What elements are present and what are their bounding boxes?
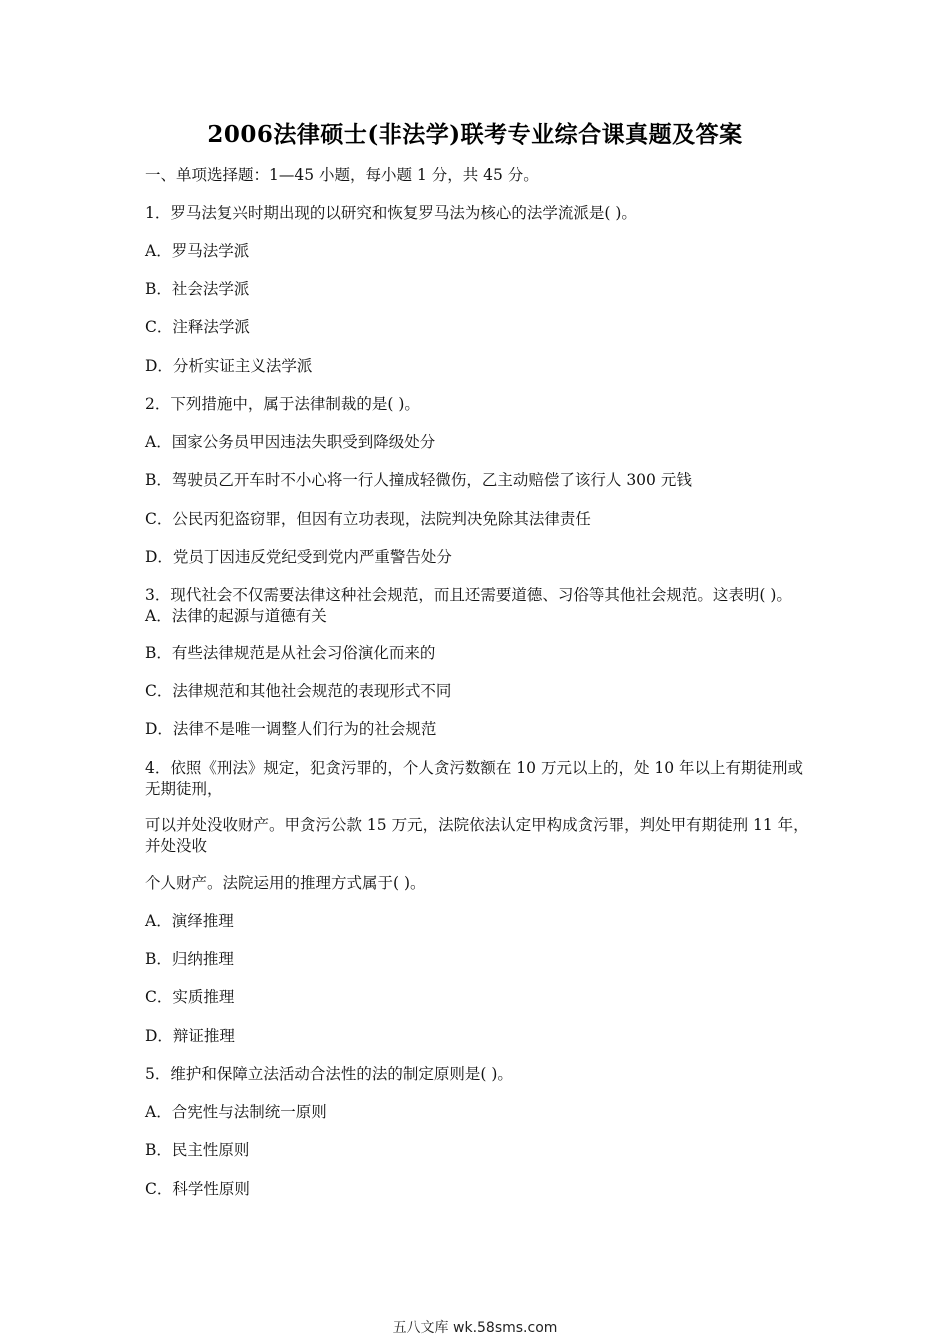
question-2-option-b: B．驾驶员乙开车时不小心将一行人撞成轻微伤，乙主动赔偿了该行人 300 元钱	[145, 471, 692, 489]
question-4-option-b: B．归纳推理	[145, 950, 234, 968]
question-4-option-c: C．实质推理	[145, 988, 235, 1006]
question-4-stem-part-3: 个人财产。法院运用的推理方式属于( )。	[145, 874, 426, 892]
question-2-option-c: C．公民丙犯盗窃罪，但因有立功表现，法院判决免除其法律责任	[145, 510, 591, 528]
question-4-stem-part-2: 可以并处没收财产。甲贪污公款 15 万元，法院依法认定甲构成贪污罪，判处甲有期徒刑 11 年，并处没收	[145, 816, 809, 855]
question-5-option-b: B．民主性原则	[145, 1141, 250, 1159]
question-2-option-a: A．国家公务员甲因违法失职受到降级处分	[145, 433, 436, 451]
question-3-option-d: D．法律不是唯一调整人们行为的社会规范	[145, 720, 437, 738]
question-5-stem: 5．维护和保障立法活动合法性的法的制定原则是( )。	[145, 1065, 513, 1083]
question-1-option-b: B．社会法学派	[145, 280, 250, 298]
question-1-stem: 1．罗马法复兴时期出现的以研究和恢复罗马法为核心的法学流派是( )。	[145, 204, 637, 222]
question-4-option-d: D．辩证推理	[145, 1027, 235, 1045]
question-1-option-c: C．注释法学派	[145, 318, 250, 336]
question-5-option-c: C．科学性原则	[145, 1180, 250, 1198]
question-3-option-b: B．有些法律规范是从社会习俗演化而来的	[145, 644, 436, 662]
question-5-option-a: A．合宪性与法制统一原则	[145, 1103, 327, 1121]
question-1-option-d: D．分析实证主义法学派	[145, 357, 313, 375]
question-2-option-d: D．党员丁因违反党纪受到党内严重警告处分	[145, 548, 452, 566]
question-2-stem: 2．下列措施中，属于法律制裁的是( )。	[145, 395, 420, 413]
question-4-stem-part-1: 4．依照《刑法》规定，犯贪污罪的，个人贪污数额在 10 万元以上的，处 10 年以上有期徒刑或无期徒刑，	[145, 759, 804, 798]
question-3-stem: 3．现代社会不仅需要法律这种社会规范，而且还需要道德、习俗等其他社会规范。这表明( )。A．法律的起源与道德有关	[145, 586, 792, 625]
question-4-option-a: A．演绎推理	[145, 912, 234, 930]
document-title: 2006法律硕士(非法学)联考专业综合课真题及答案	[207, 121, 743, 148]
section-heading: 一、单项选择题：1—45 小题，每小题 1 分，共 45 分。	[145, 166, 539, 184]
footer-watermark: 五八文库 wk.58sms.com	[392, 1320, 558, 1336]
question-1-option-a: A．罗马法学派	[145, 242, 250, 260]
question-3-option-c: C．法律规范和其他社会规范的表现形式不同	[145, 682, 452, 700]
